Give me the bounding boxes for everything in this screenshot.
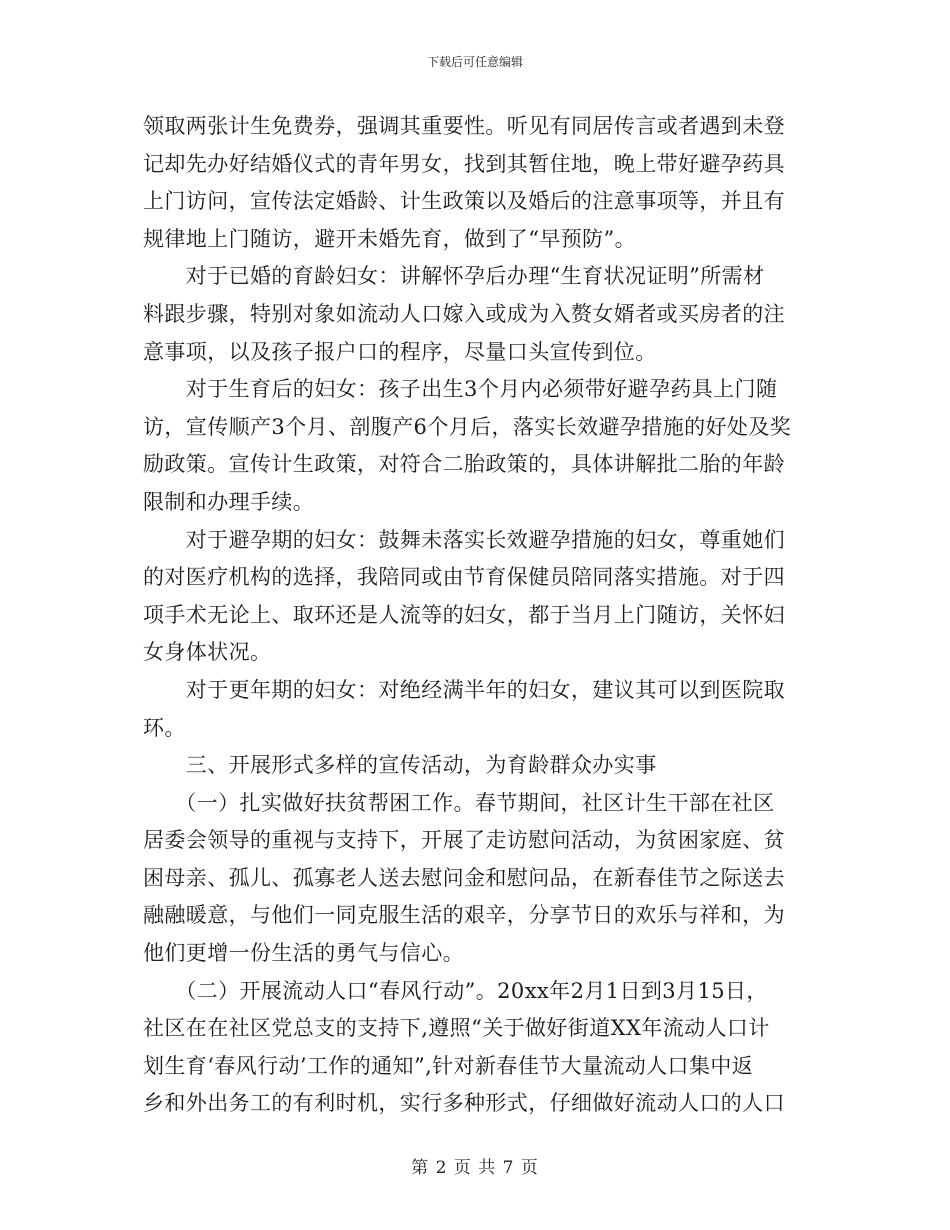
text-line: 女身体状况。 xyxy=(143,640,272,665)
page-number-footer: 第 2 页 共 7 页 xyxy=(411,1158,539,1178)
text-line: 对于避孕期的妇女：鼓舞未落实长效避孕措施的妇女，尊重她们 xyxy=(143,527,785,552)
text-line: 意事项，以及孩子报户口的程序，尽量口头宣传到位。 xyxy=(143,339,657,364)
text-line: 对于更年期的妇女：对绝经满半年的妇女，建议其可以到医院取 xyxy=(143,677,785,702)
text-line: 居委会领导的重视与支持下，开展了走访慰问活动，为贫困家庭、贫 xyxy=(143,828,785,853)
text-line: 环。 xyxy=(143,715,186,740)
text-line: 社区在在社区党总支的支持下,遵照“关于做好街道XX年流动人口计 xyxy=(143,1016,770,1041)
text-line: 乡和外出务工的有利时机，实行多种形式，仔细做好流动人口的人口 xyxy=(143,1091,785,1116)
text-line: 记却先办好结婚仪式的青年男女，找到其暂住地，晚上带好避孕药具 xyxy=(143,151,785,176)
section-heading: 三、开展形式多样的宣传活动，为育龄群众办实事 xyxy=(143,753,657,778)
text-line: 困母亲、孤儿、孤寡老人送去慰问金和慰问品，在新春佳节之际送去 xyxy=(143,865,785,890)
text-line: 规律地上门随访，避开未婚先育，做到了“早预防”。 xyxy=(143,226,637,251)
document-body xyxy=(143,108,808,1123)
text-line: 访，宣传顺产3个月、剖腹产6个月后，落实长效避孕措施的好处及奖 xyxy=(143,414,792,439)
text-line: 限制和办理手续。 xyxy=(143,489,315,514)
text-line: 的对医疗机构的选择，我陪同或由节育保健员陪同落实措施。对于四 xyxy=(143,565,785,590)
text-line: 融融暖意，与他们一同克服生活的艰辛，分享节日的欢乐与祥和，为 xyxy=(143,903,785,928)
text-line: 领取两张计生免费券，强调其重要性。听见有同居传言或者遇到未登 xyxy=(143,114,785,138)
text-line: （二）开展流动人口“春风行动”。20xx年2月1日到3月15日， xyxy=(143,978,768,1003)
text-line: 对于生育后的妇女：孩子出生3个月内必须带好避孕药具上门随 xyxy=(143,377,778,402)
text-line: 励政策。宣传计生政策，对符合二胎政策的，具体讲解批二胎的年龄 xyxy=(143,452,785,477)
text-line: 上门访问，宣传法定婚龄、计生政策以及婚后的注意事项等，并且有 xyxy=(143,189,785,214)
text-line: 对于已婚的育龄妇女：讲解怀孕后办理“生育状况证明”所需材 xyxy=(143,264,765,289)
text-line: 他们更增一份生活的勇气与信心。 xyxy=(143,941,464,966)
text-line: 划生育‘春风行动’工作的通知”,针对新春佳节大量流动人口集中返 xyxy=(143,1053,754,1078)
text-line: 料跟步骤，特别对象如流动人口嫁入或成为入赘女婿者或买房者的注 xyxy=(143,301,785,326)
text-line: （一）扎实做好扶贫帮困工作。春节期间，社区计生干部在社区 xyxy=(143,790,775,815)
page-header: 下载后可任意编辑 xyxy=(426,55,523,69)
text-line: 项手术无论上、取环还是人流等的妇女，都于当月上门随访，关怀妇 xyxy=(143,602,785,627)
